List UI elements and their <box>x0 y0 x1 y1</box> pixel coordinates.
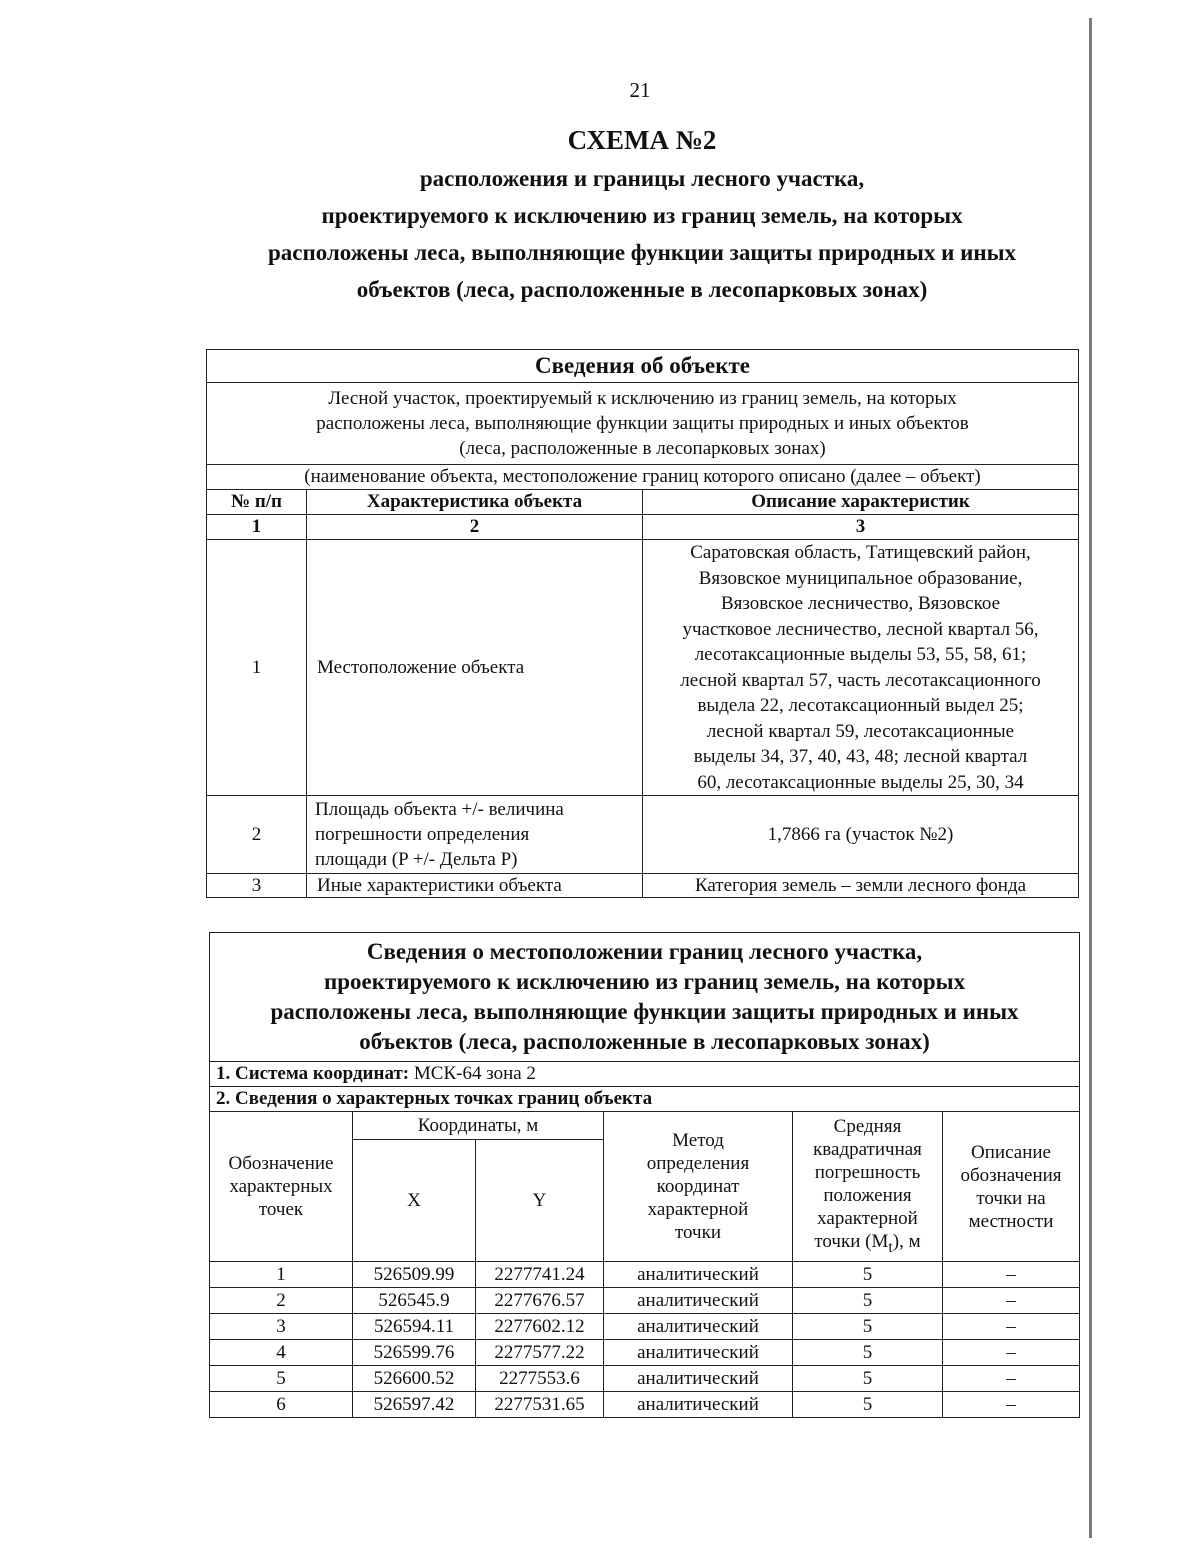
point-y: 2277553.6 <box>476 1366 604 1392</box>
header-line: погрешность <box>814 1161 921 1183</box>
header-line: местности <box>968 1210 1054 1232</box>
points-body <box>210 1262 1080 1418</box>
point-x: 526600.52 <box>353 1366 476 1392</box>
table-row <box>207 540 1079 796</box>
boundaries-title-line: расположены леса, выполняющие функции защиты природных и иных <box>270 999 1019 1024</box>
row-characteristic <box>307 796 643 874</box>
point-error: 5 <box>793 1340 943 1366</box>
header-line: определения <box>646 1153 750 1174</box>
header-line: Обозначение <box>228 1153 334 1174</box>
row-number: 1 <box>207 540 307 796</box>
point-method: аналитический <box>604 1288 793 1314</box>
point-id: 3 <box>210 1314 353 1340</box>
header-line: Описание <box>971 1141 1051 1163</box>
header-subscript: t <box>888 1238 893 1256</box>
header-line: координат <box>656 1176 740 1197</box>
description-line: Вязовское муниципальное образование, <box>698 567 1023 589</box>
document-heading <box>0 120 1200 308</box>
point-description: – <box>943 1314 1080 1340</box>
heading-line: расположены леса, выполняющие функции защиты природных и иных <box>267 240 1017 265</box>
object-name-line: расположены леса, выполняющие функции защиты природных и иных объектов <box>316 413 969 434</box>
row-description: Категория земель – земли лесного фонда <box>643 874 1079 898</box>
column-number: 1 <box>207 515 307 540</box>
point-error: 5 <box>793 1288 943 1314</box>
object-info-title: Сведения об объекте <box>207 350 1079 383</box>
point-error: 5 <box>793 1392 943 1418</box>
point-y: 2277602.12 <box>476 1314 604 1340</box>
document-title: СХЕМА №2 <box>567 125 717 155</box>
header-point-id <box>210 1112 353 1262</box>
description-line: Вязовское лесничество, Вязовское <box>721 593 1001 614</box>
point-x: 526545.9 <box>353 1288 476 1314</box>
header-error <box>793 1112 943 1262</box>
table-row <box>207 874 1079 898</box>
table-row <box>210 1262 1080 1288</box>
header-line: Метод <box>672 1130 724 1151</box>
table-row <box>210 1340 1080 1366</box>
boundary-points-table <box>209 932 1080 1418</box>
point-y: 2277741.24 <box>476 1262 604 1288</box>
coordinate-system-label: 1. Система координат: <box>216 1063 410 1084</box>
point-y: 2277531.65 <box>476 1392 604 1418</box>
header-coordinates: Координаты, м <box>353 1112 604 1140</box>
boundaries-title <box>210 933 1080 1062</box>
column-header: № п/п <box>207 490 307 515</box>
table-row <box>210 1392 1080 1418</box>
row-description <box>643 540 1079 796</box>
coordinate-system-value: МСК-64 зона 2 <box>409 1063 536 1084</box>
point-description: – <box>943 1392 1080 1418</box>
characteristic-line: площади (P +/- Дельта P) <box>315 849 518 870</box>
point-method: аналитический <box>604 1392 793 1418</box>
table-row <box>210 1288 1080 1314</box>
point-description: – <box>943 1288 1080 1314</box>
point-description: – <box>943 1262 1080 1288</box>
point-error: 5 <box>793 1366 943 1392</box>
heading-line: проектируемого к исключению из границ земель, на которых <box>321 203 963 228</box>
header-line: точки на <box>976 1187 1046 1209</box>
header-text: точки (M <box>814 1230 889 1252</box>
characteristic-line: Площадь объекта +/- величина <box>315 799 564 820</box>
point-error: 5 <box>793 1314 943 1340</box>
row-description: 1,7866 га (участок №2) <box>643 796 1079 874</box>
point-method: аналитический <box>604 1366 793 1392</box>
header-line: положения <box>823 1184 912 1206</box>
description-line: 60, лесотаксационные выделы 25, 30, 34 <box>697 771 1024 793</box>
table-row <box>210 1366 1080 1392</box>
description-line: участковое лесничество, лесной квартал 56, <box>682 618 1039 640</box>
point-y: 2277676.57 <box>476 1288 604 1314</box>
header-line: характерных <box>229 1176 333 1197</box>
boundaries-title-line: Сведения о местоположении границ лесного участка, <box>366 939 923 964</box>
object-name-line: Лесной участок, проектируемый к исключению из границ земель, на которых <box>328 388 957 409</box>
row-characteristic: Иные характеристики объекта <box>307 874 643 898</box>
point-method: аналитический <box>604 1314 793 1340</box>
point-x: 526599.76 <box>353 1340 476 1366</box>
object-name-line: (леса, расположенные в лесопарковых зонах) <box>459 438 826 459</box>
point-method: аналитический <box>604 1262 793 1288</box>
heading-line: объектов (леса, расположенные в лесопарковых зонах) <box>356 277 928 302</box>
column-header: Характеристика объекта <box>307 490 643 515</box>
object-caption: (наименование объекта, местоположение границ которого описано (далее – объект) <box>207 465 1079 490</box>
point-id: 2 <box>210 1288 353 1314</box>
header-line: характерной <box>647 1199 749 1220</box>
column-number: 2 <box>307 515 643 540</box>
header-y: Y <box>476 1140 604 1262</box>
point-description: – <box>943 1340 1080 1366</box>
point-method: аналитический <box>604 1340 793 1366</box>
column-header: Описание характеристик <box>643 490 1079 515</box>
description-line: выдела 22, лесотаксационный выдел 25; <box>697 695 1024 716</box>
description-line: лесной квартал 57, часть лесотаксационного <box>680 669 1041 691</box>
header-line: Средняя <box>833 1115 902 1137</box>
point-error: 5 <box>793 1262 943 1288</box>
point-x: 526597.42 <box>353 1392 476 1418</box>
table-row <box>207 796 1079 874</box>
object-name <box>207 383 1079 465</box>
table-row <box>210 1314 1080 1340</box>
coordinate-system <box>210 1062 1080 1087</box>
header-line: точек <box>258 1199 304 1220</box>
header-method <box>604 1112 793 1262</box>
heading-line: расположения и границы лесного участка, <box>419 166 865 191</box>
header-line <box>797 1230 938 1259</box>
row-number: 3 <box>207 874 307 898</box>
row-characteristic: Местоположение объекта <box>307 540 643 796</box>
header-line: характерной <box>817 1207 918 1229</box>
description-line: лесной квартал 59, лесотаксационные <box>706 720 1015 742</box>
column-number: 3 <box>643 515 1079 540</box>
header-line: обозначения <box>960 1164 1062 1186</box>
page-number: 21 <box>629 78 651 102</box>
point-id: 5 <box>210 1366 353 1392</box>
header-text: ), м <box>892 1230 921 1252</box>
boundaries-title-line: объектов (леса, расположенные в лесопарковых зонах) <box>359 1029 930 1054</box>
point-x: 526594.11 <box>353 1314 476 1340</box>
points-section <box>210 1087 1080 1112</box>
header-description <box>943 1112 1080 1262</box>
boundaries-title-line: проектируемого к исключению из границ земель, на которых <box>323 969 966 994</box>
description-line: выделы 34, 37, 40, 43, 48; лесной квартал <box>693 746 1028 767</box>
row-number: 2 <box>207 796 307 874</box>
description-line: лесотаксационные выделы 53, 55, 58, 61; <box>694 644 1027 665</box>
description-line: Саратовская область, Татищевский район, <box>690 542 1031 563</box>
object-info-table <box>206 349 1079 898</box>
point-description: – <box>943 1366 1080 1392</box>
header-x: X <box>353 1140 476 1262</box>
point-y: 2277577.22 <box>476 1340 604 1366</box>
header-line: точки <box>674 1222 721 1243</box>
characteristic-line: погрешности определения <box>315 824 530 845</box>
header-line: квадратичная <box>813 1138 922 1160</box>
point-id: 1 <box>210 1262 353 1288</box>
point-id: 6 <box>210 1392 353 1418</box>
point-x: 526509.99 <box>353 1262 476 1288</box>
points-section-label: 2. Сведения о характерных точках границ объекта <box>216 1088 653 1109</box>
point-id: 4 <box>210 1340 353 1366</box>
